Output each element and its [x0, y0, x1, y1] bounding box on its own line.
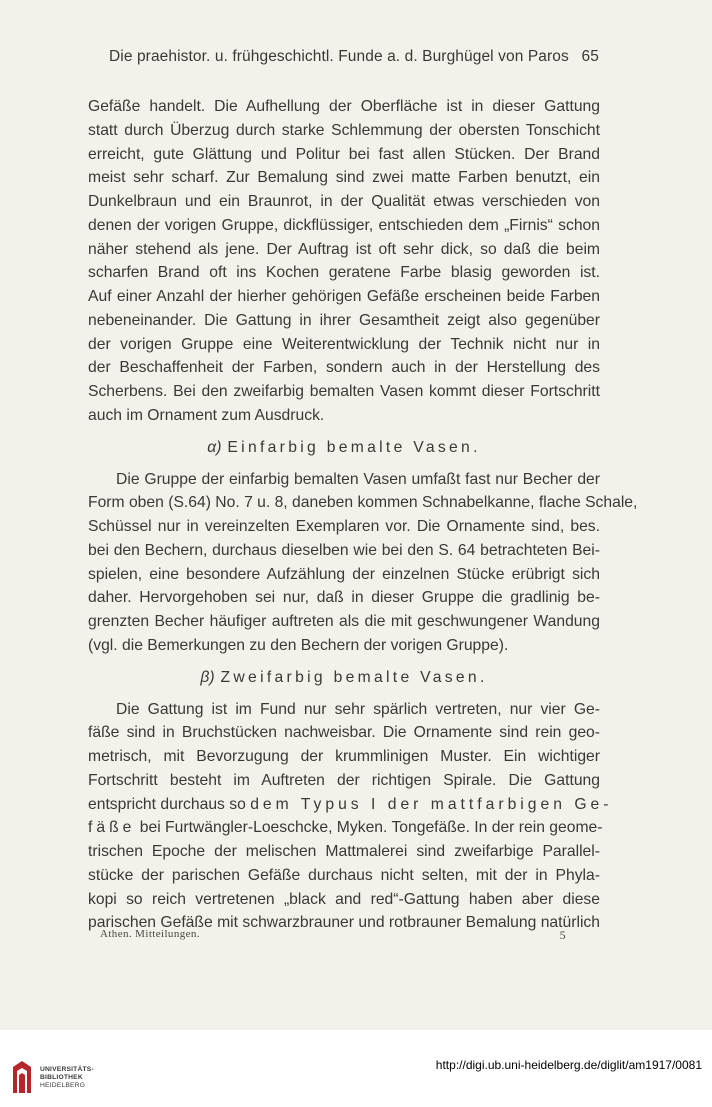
text-line: spielen, eine besondere Aufzählung der einzelnen Stücke erübrigt sich [88, 565, 600, 583]
text-line: fäße sind in Bruchstücken nachweisbar. Die Ornamente sind rein geo- [88, 724, 600, 742]
text-line: der Beschaffenheit der Farben, sondern auch in der Herstellung des [88, 359, 600, 377]
running-header [109, 48, 599, 74]
body-text [88, 95, 638, 935]
text-line: der vorigen Gruppe eine Weiterentwicklung der Technik nicht nur in [88, 335, 600, 353]
text-line: auch im Ornament zum Ausdruck. [88, 406, 325, 424]
text-line: denen der vorigen Gruppe, dickflüssiger, entschieden dem „Firnis“ schon [88, 216, 600, 234]
paragraph-einfarbig [88, 468, 638, 658]
text-line: daher. Hervorgehoben sei nur, daß in dieser Gruppe die gradlinig be- [88, 589, 600, 607]
section-title: Einfarbig bemalte Vasen. [227, 438, 481, 456]
text-line: kopi so reich vertretenen „black and red“-Gattung haben aber diese [88, 890, 600, 908]
signature-mark: Athen. Mitteilungen. [100, 928, 200, 940]
text-line: meist sehr scharf. Zur Bemalung sind zwei matte Farben benutzt, ein [88, 169, 600, 187]
text-line [88, 793, 613, 817]
library-name-line: HEIDELBERG [40, 1082, 86, 1090]
text-line: Schüssel nur in vereinzelten Exemplaren vor. Die Ornamente sind, bes. [88, 518, 600, 535]
section-title: Zweifarbig bemalte Vasen. [220, 668, 488, 686]
text-line: stücke der parischen Gefäße durchaus nicht selten, mit der in Phyla- [88, 866, 600, 884]
section-marker: β) [200, 668, 215, 686]
text-line: grenzten Becher häufiger auftreten als die mit geschwungener Wandung [88, 613, 600, 630]
section-marker: α) [207, 438, 222, 456]
text-line: Die Gruppe der einfarbig bemalten Vasen umfaßt fast nur Becher der [116, 470, 600, 488]
sheet-number: 5 [559, 928, 566, 942]
text-fragment: entspricht durchaus so [88, 795, 251, 813]
text-line: statt durch Überzug durch starke Schlemmung der obersten Tonschicht [88, 121, 600, 139]
text-line: scharfen Brand oft ins Kochen geratene Farbe blasig geworden ist. [88, 264, 600, 282]
section-heading-zweifarbig [88, 658, 600, 698]
text-line: trischen Epoche der melischen Mattmalerei sind zweifarbige Parallel- [88, 843, 600, 860]
section-heading-einfarbig [88, 428, 600, 468]
text-line: nebeneinander. Die Gattung in ihrer Gesamtheit zeigt also gegenüber [88, 311, 600, 329]
text-line: erreicht, gute Glättung und Politur bei fast allen Stücken. Der Brand [88, 145, 600, 163]
text-line: Scherbens. Bei den zweifarbig bemalten Vasen kommt dieser Fortschritt [88, 383, 600, 400]
page-footer [100, 928, 566, 948]
text-line: (vgl. die Bemerkungen zu den Bechern der vorigen Gruppe). [88, 636, 509, 654]
text-fragment: bei Furtwängler-Loeschcke, Myken. Tongefäße. In der rein geome- [135, 819, 603, 837]
text-line: Die Gattung ist im Fund nur sehr spärlich vertreten, nur vier Ge- [116, 700, 600, 718]
emphasized-text: dem Typus I der mattfarbigen Ge- [250, 795, 613, 813]
text-line: Fortschritt besteht im Auftreten der richtigen Spirale. Die Gattung [88, 771, 600, 789]
text-line: Gefäße handelt. Die Aufhellung der Oberfläche ist in dieser Gattung [88, 98, 600, 115]
text-line: metrisch, mit Bevorzugung der krummlinigen Muster. Ein wichtiger [88, 748, 600, 765]
emphasized-text: fäße [88, 819, 136, 837]
text-line: parischen Gefäße mit schwarzbrauner und rotbrauner Bemalung natürlich [88, 914, 600, 932]
library-logo-icon [10, 1059, 34, 1095]
paragraph-zweifarbig [88, 698, 613, 936]
library-name [40, 1066, 94, 1091]
paragraph-intro [88, 95, 600, 428]
running-title: Die praehistor. u. frühgeschichtl. Funde a. d. Burghügel von Paros [109, 48, 569, 65]
page-number: 65 [581, 48, 599, 65]
text-line: bei den Bechern, durchaus dieselben wie bei den S. 64 betrachteten Bei- [88, 541, 600, 559]
text-line: Auf einer Anzahl der hierher gehörigen Gefäße erscheinen beide Farben [88, 288, 600, 305]
text-line: Form oben (S.64) No. 7 u. 8, daneben kommen Schnabelkanne, flache Schale, [88, 494, 638, 512]
text-line: Dunkelbraun und ein Braunrot, in der Qualität etwas verschieden von [88, 193, 600, 210]
text-line: näher stehend als jene. Der Auftrag ist oft sehr dick, so daß die beim [88, 240, 600, 258]
library-name-line: UNIVERSITÄTS- [40, 1066, 94, 1073]
text-line [88, 816, 603, 840]
source-url-link[interactable]: http://digi.ub.uni-heidelberg.de/diglit/am1917/0081 [435, 1058, 702, 1072]
library-name-line: BIBLIOTHEK [40, 1074, 83, 1082]
